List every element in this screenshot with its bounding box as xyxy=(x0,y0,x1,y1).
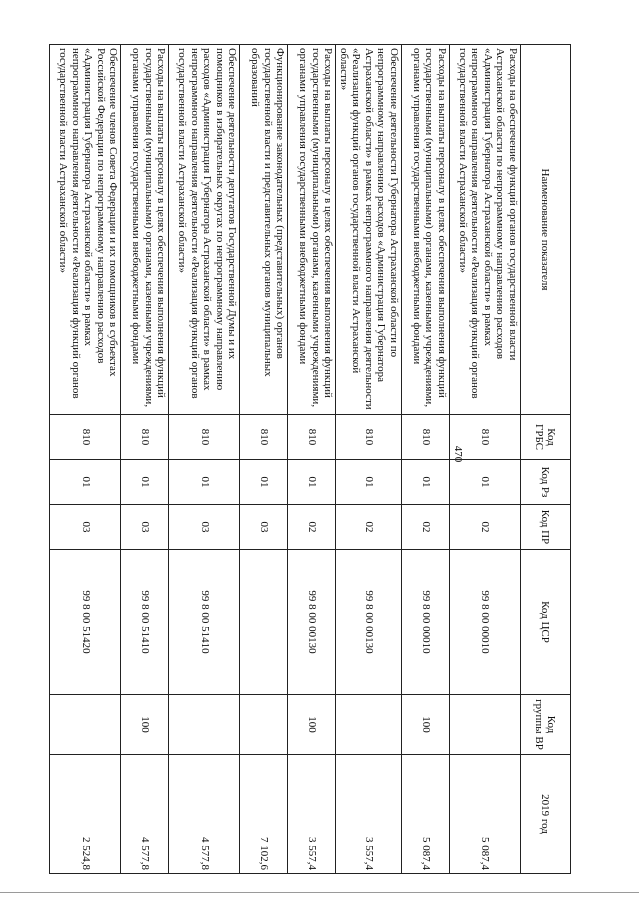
row-csr: 99 8 00 51410 xyxy=(121,550,169,695)
row-grbs: 810 xyxy=(402,415,450,460)
header-name: Наименование показателя xyxy=(521,45,571,415)
table-row xyxy=(50,45,121,874)
row-name: Расходы на выплаты персоналу в целях обеспечения выполнения функций государственными (муниципальными) органами, казенными учреждениями, органами управления государственными внебюджетными фондами xyxy=(402,45,450,415)
row-sum: 5 087,4 xyxy=(450,755,521,874)
row-rz: 01 xyxy=(288,460,336,505)
header-vr: Код группы ВР xyxy=(521,695,571,755)
row-pr: 03 xyxy=(169,505,240,550)
row-vr xyxy=(336,695,402,755)
header-year: 2019 год xyxy=(521,755,571,874)
row-csr: 99 8 00 00130 xyxy=(288,550,336,695)
page-bottom-rule xyxy=(0,892,639,893)
row-grbs: 810 xyxy=(288,415,336,460)
row-pr: 02 xyxy=(450,505,521,550)
row-rz: 01 xyxy=(336,460,402,505)
row-pr: 02 xyxy=(288,505,336,550)
row-rz: 01 xyxy=(240,460,288,505)
row-grbs: 810 xyxy=(50,415,121,460)
page-number: 470 xyxy=(452,445,464,463)
row-sum: 4 577,8 xyxy=(121,755,169,874)
row-vr: 100 xyxy=(121,695,169,755)
row-vr xyxy=(50,695,121,755)
row-csr: 99 8 00 00130 xyxy=(336,550,402,695)
row-name: Расходы на выплаты персоналу в целях обеспечения выполнения функций государственными (муниципальными) органами, казенными учреждениями, органами управления государственными внебюджетными фондами xyxy=(288,45,336,415)
row-name: Обеспечение деятельности Губернатора Астраханской области по непрограммному направлению расходов «Администрация Губернатора Астраханской области» в рамках непрограммного направления деятельности «Реализация функций органов государственной власти Астраханской области» xyxy=(336,45,402,415)
row-grbs: 810 xyxy=(240,415,288,460)
table-frame xyxy=(58,44,571,873)
row-vr: 100 xyxy=(402,695,450,755)
row-csr: 99 8 00 51420 xyxy=(50,550,121,695)
row-name: Обеспечение членов Совета Федерации и их помощников в субъектах Российской Федерации по непрограммному направлению расходов «Администрация Губернатора Астраханской области» в рамках непрограммного направления деятельности «Реализация функций органов государственной власти Астраханской области» xyxy=(50,45,121,415)
table-row xyxy=(121,45,169,874)
header-rz: Код Рз xyxy=(521,460,571,505)
table-row xyxy=(450,45,521,874)
row-grbs: 810 xyxy=(121,415,169,460)
row-rz: 01 xyxy=(450,460,521,505)
header-csr: Код ЦСР xyxy=(521,550,571,695)
row-name: Функционирование законодательных (представительных) органов государственной власти и представительных органов муниципальных образований xyxy=(240,45,288,415)
row-pr: 02 xyxy=(336,505,402,550)
row-csr: 99 8 00 51410 xyxy=(169,550,240,695)
row-name: Расходы на обеспечение функций органов государственной власти Астраханской области по непрограммному направлению расходов «Администрация Губернатора Астраханской области» в рамках непрограммного направления деятельности «Реализация функций органов государственной власти Астраханской области» xyxy=(450,45,521,415)
row-pr: 03 xyxy=(121,505,169,550)
row-pr: 03 xyxy=(50,505,121,550)
row-sum: 4 577,8 xyxy=(169,755,240,874)
row-rz: 01 xyxy=(50,460,121,505)
table-row xyxy=(402,45,450,874)
row-sum: 2 524,8 xyxy=(50,755,121,874)
table-row xyxy=(336,45,402,874)
row-sum: 3 557,4 xyxy=(288,755,336,874)
row-grbs: 810 xyxy=(169,415,240,460)
row-pr: 03 xyxy=(240,505,288,550)
row-vr xyxy=(240,695,288,755)
row-rz: 01 xyxy=(402,460,450,505)
header-grbs: Код ГРБС xyxy=(521,415,571,460)
row-csr xyxy=(240,550,288,695)
row-vr xyxy=(450,695,521,755)
table-row xyxy=(240,45,288,874)
budget-table xyxy=(50,44,572,874)
table-header-row xyxy=(521,45,571,874)
row-name: Обеспечение деятельности депутатов Государственной Думы и их помощников в избирательных округах по непрограммному направлению расходов «Администрация Губернатора Астраханской области» в рамках непрограммного направления деятельности «Реализация функций органов государственной власти Астраханской области» xyxy=(169,45,240,415)
row-sum: 5 087,4 xyxy=(402,755,450,874)
table-row xyxy=(288,45,336,874)
row-sum: 3 557,4 xyxy=(336,755,402,874)
table-row xyxy=(169,45,240,874)
row-vr xyxy=(169,695,240,755)
rotated-table-container xyxy=(58,44,571,873)
header-pr: Код ПР xyxy=(521,505,571,550)
row-vr: 100 xyxy=(288,695,336,755)
row-sum: 7 102,6 xyxy=(240,755,288,874)
row-grbs: 810 xyxy=(336,415,402,460)
row-pr: 02 xyxy=(402,505,450,550)
row-rz: 01 xyxy=(121,460,169,505)
row-csr: 99 8 00 00010 xyxy=(450,550,521,695)
row-grbs: 810 xyxy=(450,415,521,460)
row-csr: 99 8 00 00010 xyxy=(402,550,450,695)
row-name: Расходы на выплаты персоналу в целях обеспечения выполнения функций государственными (муниципальными) органами, казенными учреждениями, органами управления государственными внебюджетными фондами xyxy=(121,45,169,415)
row-rz: 01 xyxy=(169,460,240,505)
